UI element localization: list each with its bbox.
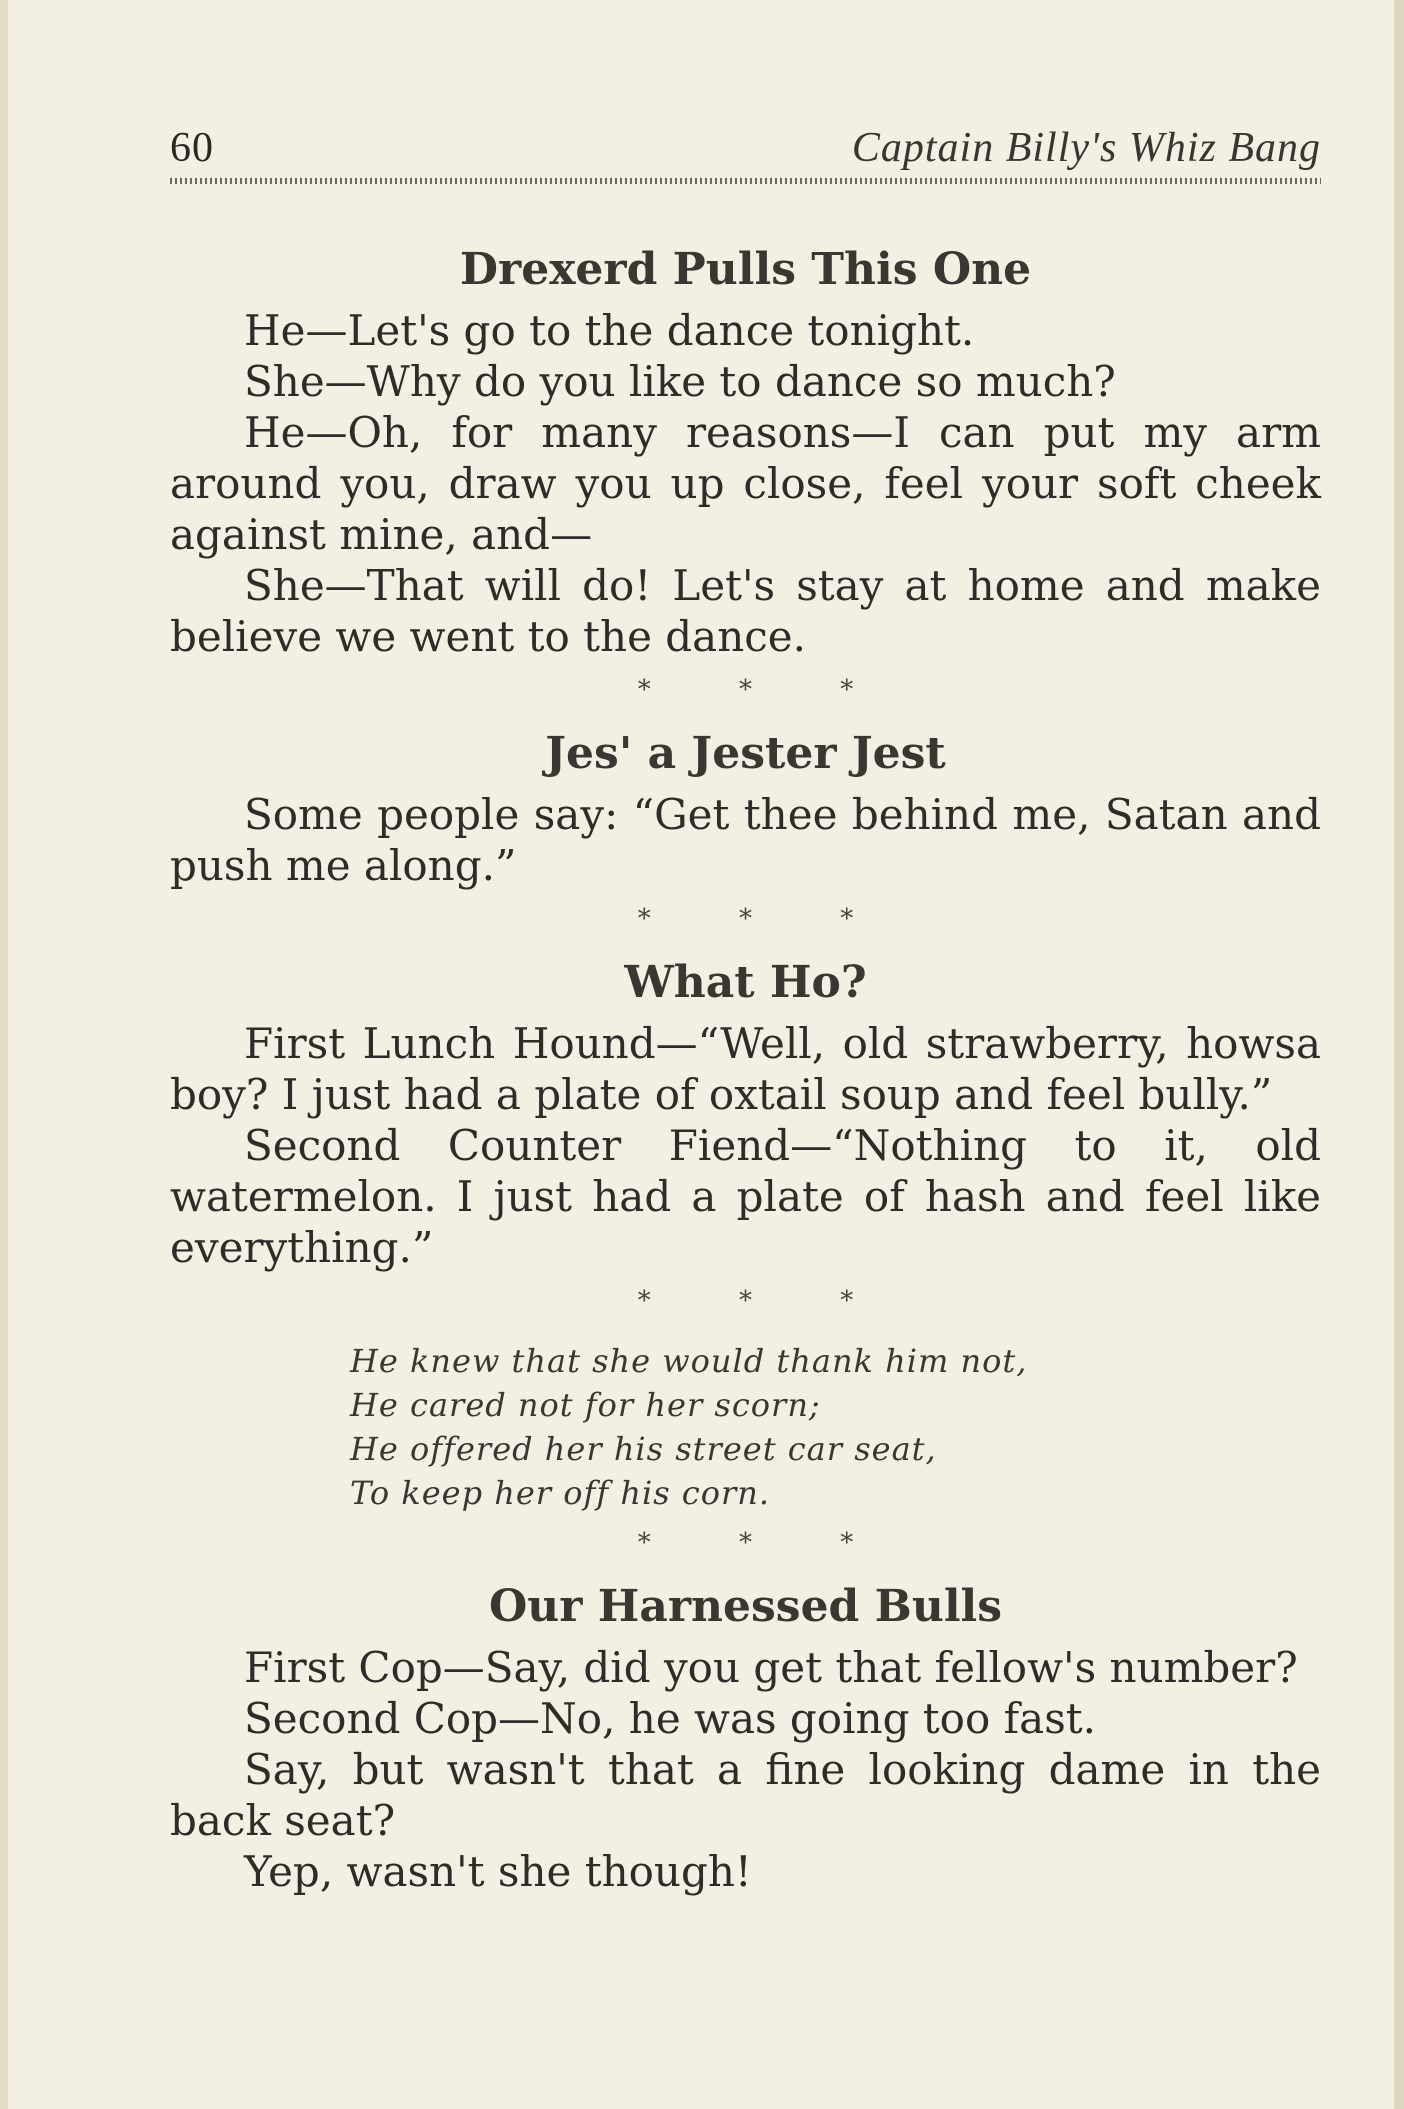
paragraph: Yep, wasn't she though! [244,1847,752,1896]
verse-line: He offered her his street car seat, [350,1430,937,1468]
running-title: Captain Billy's Whiz Bang [851,125,1321,171]
section-title: Jes' a Jester Jest [545,728,946,779]
section-separator: * * * [637,904,894,934]
page-content [170,244,1321,1897]
paragraph: Some people say: “Get thee behind me, Satan and push me along.” [170,790,1321,890]
page-number: 60 [170,125,214,171]
paragraph: He—Let's go to the dance tonight. [244,306,975,355]
section-title: What Ho? [624,957,867,1008]
paragraph: First Lunch Hound—“Well, old strawberry, howsa boy? I just had a plate of oxtail soup and feel bully.” [170,1019,1321,1119]
verse-line: He knew that she would thank him not, [350,1342,1028,1380]
paragraph: He—Oh, for many reasons—I can put my arm around you, draw you up close, feel your soft cheek against mine, and— [170,408,1321,559]
section-separator: * * * [637,1286,894,1316]
section-separator: * * * [637,1528,894,1558]
verse-block [350,1339,1321,1515]
paragraph: Second Counter Fiend—“Nothing to it, old watermelon. I just had a plate of hash and feel like everything.” [170,1121,1321,1272]
section-separator: * * * [637,675,894,705]
verse-line: To keep her off his corn. [350,1474,771,1512]
section-title: Our Harnessed Bulls [488,1581,1003,1632]
paragraph: She—Why do you like to dance so much? [244,357,1116,406]
section-title: Drexerd Pulls This One [459,244,1032,295]
paragraph: First Cop—Say, did you get that fellow's number? [244,1643,1298,1692]
paragraph: She—That will do! Let's stay at home and make believe we went to the dance. [170,561,1321,661]
paragraph: Say, but wasn't that a fine looking dame in the back seat? [170,1745,1321,1845]
paragraph: Second Cop—No, he was going too fast. [244,1694,1096,1743]
verse-line: He cared not for her scorn; [350,1386,821,1424]
page-header [170,124,1321,172]
header-rule [170,178,1321,184]
